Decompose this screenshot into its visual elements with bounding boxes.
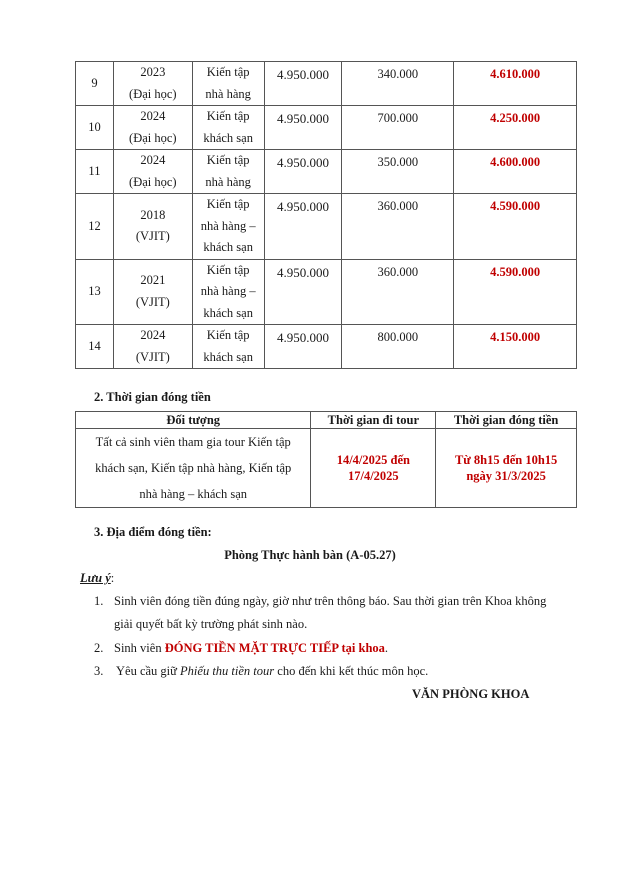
tour-cell: Kiến tập nhà hàng — [192, 62, 264, 106]
row-number: 10 — [76, 106, 114, 150]
fee-cell: 4.950.000 — [264, 259, 342, 325]
row-number: 13 — [76, 259, 114, 325]
discount-cell: 350.000 — [342, 150, 454, 194]
discount-cell: 700.000 — [342, 106, 454, 150]
amount-due-cell: 4.250.000 — [454, 106, 577, 150]
course-cell: 2024 (Đại học) — [113, 106, 192, 150]
pay-time-cell: Từ 8h15 đến 10h15 ngày 31/3/2025 — [436, 429, 577, 508]
amount-due-cell: 4.610.000 — [454, 62, 577, 106]
table-row — [76, 106, 577, 150]
table-row — [76, 259, 577, 325]
note-item-2: 2. Sinh viên ĐÓNG TIỀN MẶT TRỰC TIẾP tại khoa. — [94, 641, 389, 655]
fee-cell: 4.950.000 — [264, 62, 342, 106]
fee-cell: 4.950.000 — [264, 325, 342, 369]
tour-time-cell: 14/4/2025 đến 17/4/2025 — [311, 429, 436, 508]
amount-due-cell: 4.590.000 — [454, 259, 577, 325]
course-cell: 2018 (VJIT) — [113, 194, 192, 260]
note-title: Lưu ý: — [80, 571, 115, 585]
row-number: 9 — [76, 62, 114, 106]
row-number: 11 — [76, 150, 114, 194]
header-object: Đối tượng — [76, 412, 311, 429]
row-number: 12 — [76, 194, 114, 260]
header-tour-time: Thời gian đi tour — [311, 412, 436, 429]
payment-place: Phòng Thực hành bàn (A-05.27) — [224, 548, 396, 562]
fee-cell: 4.950.000 — [264, 106, 342, 150]
discount-cell: 340.000 — [342, 62, 454, 106]
fee-cell: 4.950.000 — [264, 150, 342, 194]
tour-cell: Kiến tập nhà hàng – khách sạn — [192, 259, 264, 325]
table-header-row — [76, 412, 577, 429]
note-item-3: 3. Yêu cầu giữ Phiếu thu tiền tour cho đến khi kết thúc môn học. — [94, 664, 429, 678]
course-cell: 2023 (Đại học) — [113, 62, 192, 106]
tour-cell: Kiến tập khách sạn — [192, 106, 264, 150]
tour-cell: Kiến tập khách sạn — [192, 325, 264, 369]
row-number: 14 — [76, 325, 114, 369]
section-2-heading: 2. Thời gian đóng tiền — [94, 390, 211, 404]
amount-due-cell: 4.590.000 — [454, 194, 577, 260]
amount-due-cell: 4.150.000 — [454, 325, 577, 369]
object-cell: Tất cả sinh viên tham gia tour Kiến tập khách sạn, Kiến tập nhà hàng, Kiến tập nhà hàng – khách sạn — [76, 429, 311, 508]
course-cell: 2021 (VJIT) — [113, 259, 192, 325]
discount-cell: 360.000 — [342, 194, 454, 260]
tour-cell: Kiến tập nhà hàng — [192, 150, 264, 194]
tour-cell: Kiến tập nhà hàng – khách sạn — [192, 194, 264, 260]
payment-time-table — [75, 411, 577, 508]
fee-cell: 4.950.000 — [264, 194, 342, 260]
discount-cell: 800.000 — [342, 325, 454, 369]
section-3-heading: 3. Địa điểm đóng tiền: — [94, 525, 212, 539]
header-pay-time: Thời gian đóng tiền — [436, 412, 577, 429]
table-row — [76, 150, 577, 194]
table-row — [76, 194, 577, 260]
cash-direct-emphasis: ĐÓNG TIỀN MẶT TRỰC TIẾP tại khoa — [164, 641, 385, 655]
table-row — [76, 325, 577, 369]
course-cell: 2024 (VJIT) — [113, 325, 192, 369]
fee-table — [75, 61, 577, 369]
course-cell: 2024 (Đại học) — [113, 150, 192, 194]
note-item-1: 1. Sinh viên đóng tiền đúng ngày, giờ như trên thông báo. Sau thời gian trên Khoa không giải quyết bất kỳ trường phát sinh nào. — [94, 594, 547, 631]
signature: VĂN PHÒNG KHOA — [412, 687, 530, 701]
table-row — [76, 62, 577, 106]
discount-cell: 360.000 — [342, 259, 454, 325]
amount-due-cell: 4.600.000 — [454, 150, 577, 194]
table-row — [76, 429, 577, 508]
